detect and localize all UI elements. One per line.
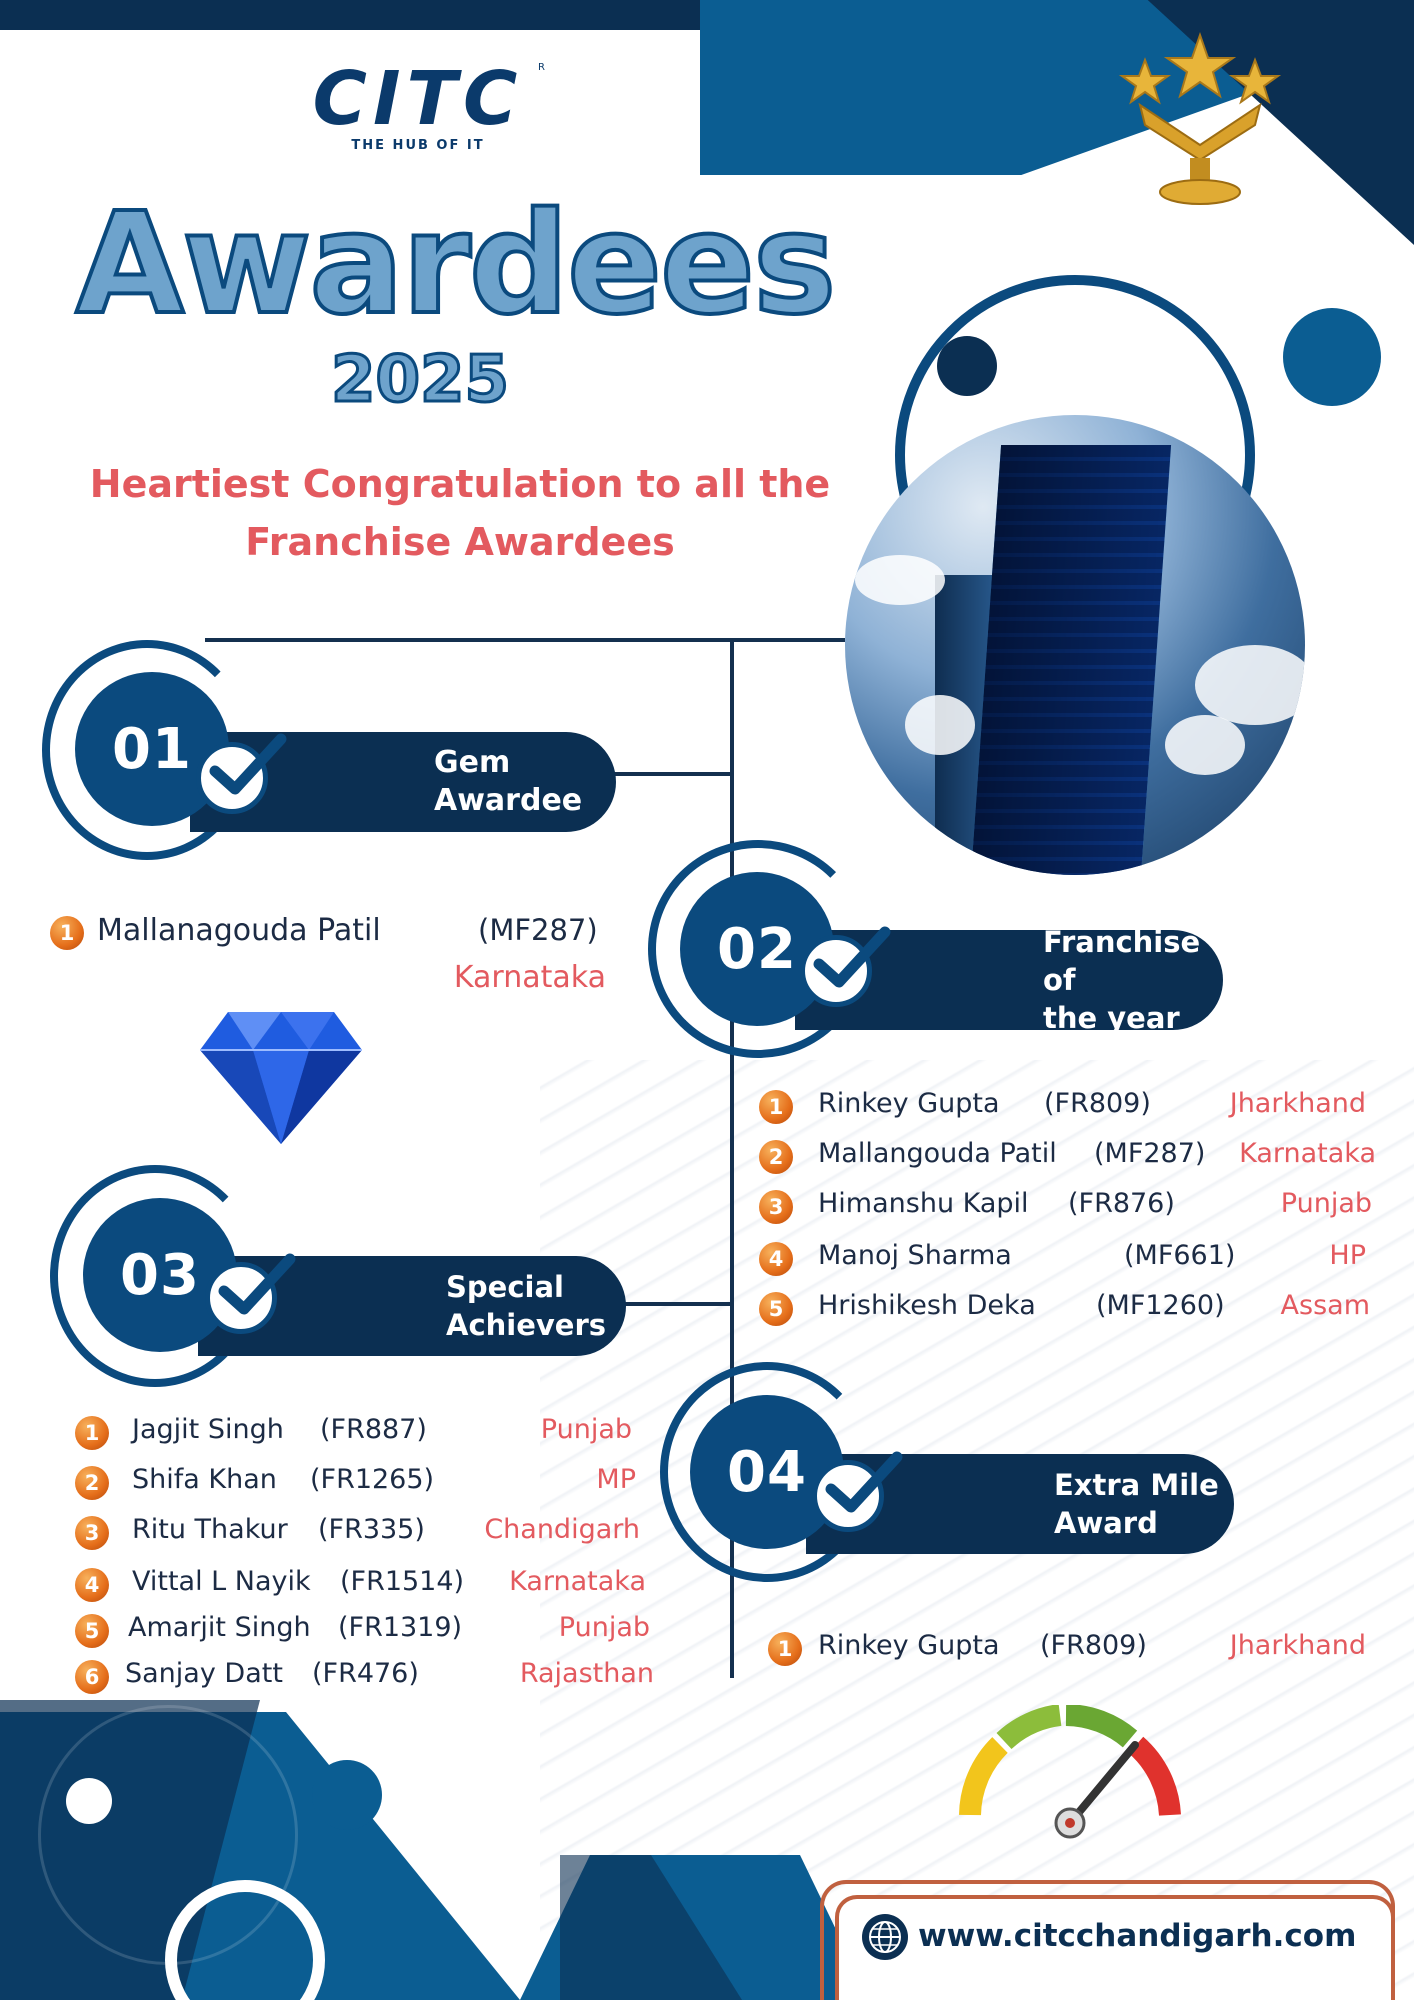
check-icon [812,1460,884,1532]
rank-badge: 3 [75,1516,109,1550]
section-04-number: 04 [690,1395,844,1549]
awardee-code: (FR476) [312,1658,419,1689]
section-04-title-line-1: Extra Mile [1054,1468,1219,1502]
check-icon [196,742,268,814]
awardee-name: Vittal L Nayik [132,1566,311,1597]
section-03-title-line-2: Achievers [446,1308,607,1342]
awardee-state: Jharkhand [1229,1630,1366,1661]
awardee-code: (FR809) [1044,1088,1151,1119]
rank-badge: 2 [75,1466,109,1500]
section-04-title-line-2: Award [1054,1506,1158,1540]
connector-line [205,638,845,642]
awardee-state: Chandigarh [484,1514,640,1545]
decor-dot [1283,308,1381,406]
section-02-number: 02 [680,872,834,1026]
awardee-name: Mallangouda Patil [818,1138,1057,1169]
rank-badge: 4 [75,1568,109,1602]
congrats-line-1: Heartiest Congratulation to all the [89,462,831,506]
rank-badge: 1 [759,1090,793,1124]
awardee-state: Karnataka [509,1566,646,1597]
awardee-state: Punjab [558,1612,650,1643]
awardee-name: Mallanagouda Patil [97,913,381,948]
section-01-title: Gem Awardee [434,745,583,818]
tower [969,445,1171,875]
section-03-number: 03 [83,1198,237,1352]
awardee-code: (MF1260) [1096,1290,1225,1321]
congrats-line-2: Franchise Awardees [245,520,675,564]
congratulation-message [60,455,860,571]
awardee-name: Shifa Khan [132,1464,277,1495]
gauge-icon [950,1705,1190,1845]
check-icon [205,1262,277,1334]
awardee-code: (MF287) [478,913,598,947]
logo-tagline: THE HUB OF IT [351,138,485,153]
awardee-state: Karnataka [453,960,606,995]
awardee-name: Jagjit Singh [132,1414,284,1445]
awardee-name: Amarjit Singh [128,1612,311,1643]
decor-dot [937,336,997,396]
section-02-title-line-2: the year [1043,1001,1180,1035]
awardee-code: (MF287) [1094,1138,1206,1169]
awardee-name: Sanjay Datt [125,1658,283,1689]
section-02-title [915,923,1223,1037]
awardee-name: Himanshu Kapil [818,1188,1029,1219]
awardee-code: (FR335) [318,1514,425,1545]
globe-icon [862,1914,908,1960]
website-link[interactable]: www.citcchandigarh.com [918,1918,1357,1954]
rank-badge: 4 [759,1242,793,1276]
connector-line [610,1302,732,1306]
awardee-state: HP [1329,1240,1366,1271]
awardee-code: (FR1319) [338,1612,463,1643]
decor-dot [312,1760,382,1830]
section-02-title-line-1: Franchise of [1043,925,1201,997]
rank-badge: 5 [759,1292,793,1326]
awardee-state: MP [596,1464,636,1495]
trophy-icon [1105,30,1295,210]
rank-badge: 1 [768,1632,802,1666]
awardee-name: Ritu Thakur [132,1514,288,1545]
awardee-code: (FR876) [1068,1188,1175,1219]
rank-badge: 5 [75,1614,109,1648]
rank-badge: 2 [759,1140,793,1174]
awardee-name: Rinkey Gupta [818,1630,1000,1661]
awardee-code: (FR887) [320,1414,427,1445]
decor-dot [66,1778,112,1824]
section-01-number: 01 [75,672,229,826]
diamond-icon [198,1010,364,1146]
awardee-code: (FR1265) [310,1464,435,1495]
rank-badge: 1 [75,1416,109,1450]
rank-badge: 1 [50,916,84,950]
awardee-name: Manoj Sharma [818,1240,1012,1271]
cloud [855,555,945,605]
awardee-code: (FR809) [1040,1630,1147,1661]
awardee-state: Assam [1280,1290,1370,1321]
cloud [1165,715,1245,775]
awardee-state: Punjab [1280,1188,1372,1219]
section-03-title [318,1268,606,1344]
awardee-state: Rajasthan [519,1658,654,1689]
building-photo [845,415,1305,875]
cloud [905,695,975,755]
registered-mark: R [538,62,545,73]
awardee-state: Jharkhand [1229,1088,1366,1119]
rank-badge: 6 [75,1660,109,1694]
awardee-state: Karnataka [1239,1138,1376,1169]
cloud [1195,645,1305,725]
connector-line [605,772,733,776]
section-03-title-line-1: Special [446,1270,564,1304]
rank-badge: 3 [759,1190,793,1224]
citc-logo [288,56,548,153]
awardee-state: Punjab [540,1414,632,1445]
section-04-title [926,1466,1219,1542]
check-icon [800,935,872,1007]
page-year: 2025 [330,343,510,417]
awardee-name: Rinkey Gupta [818,1088,1000,1119]
awardee-code: (FR1514) [340,1566,465,1597]
page-title: Awardees [75,183,835,346]
awardee-name: Hrishikesh Deka [818,1290,1036,1321]
logo-name: CITC [312,56,524,142]
awardee-code: (MF661) [1124,1240,1236,1271]
